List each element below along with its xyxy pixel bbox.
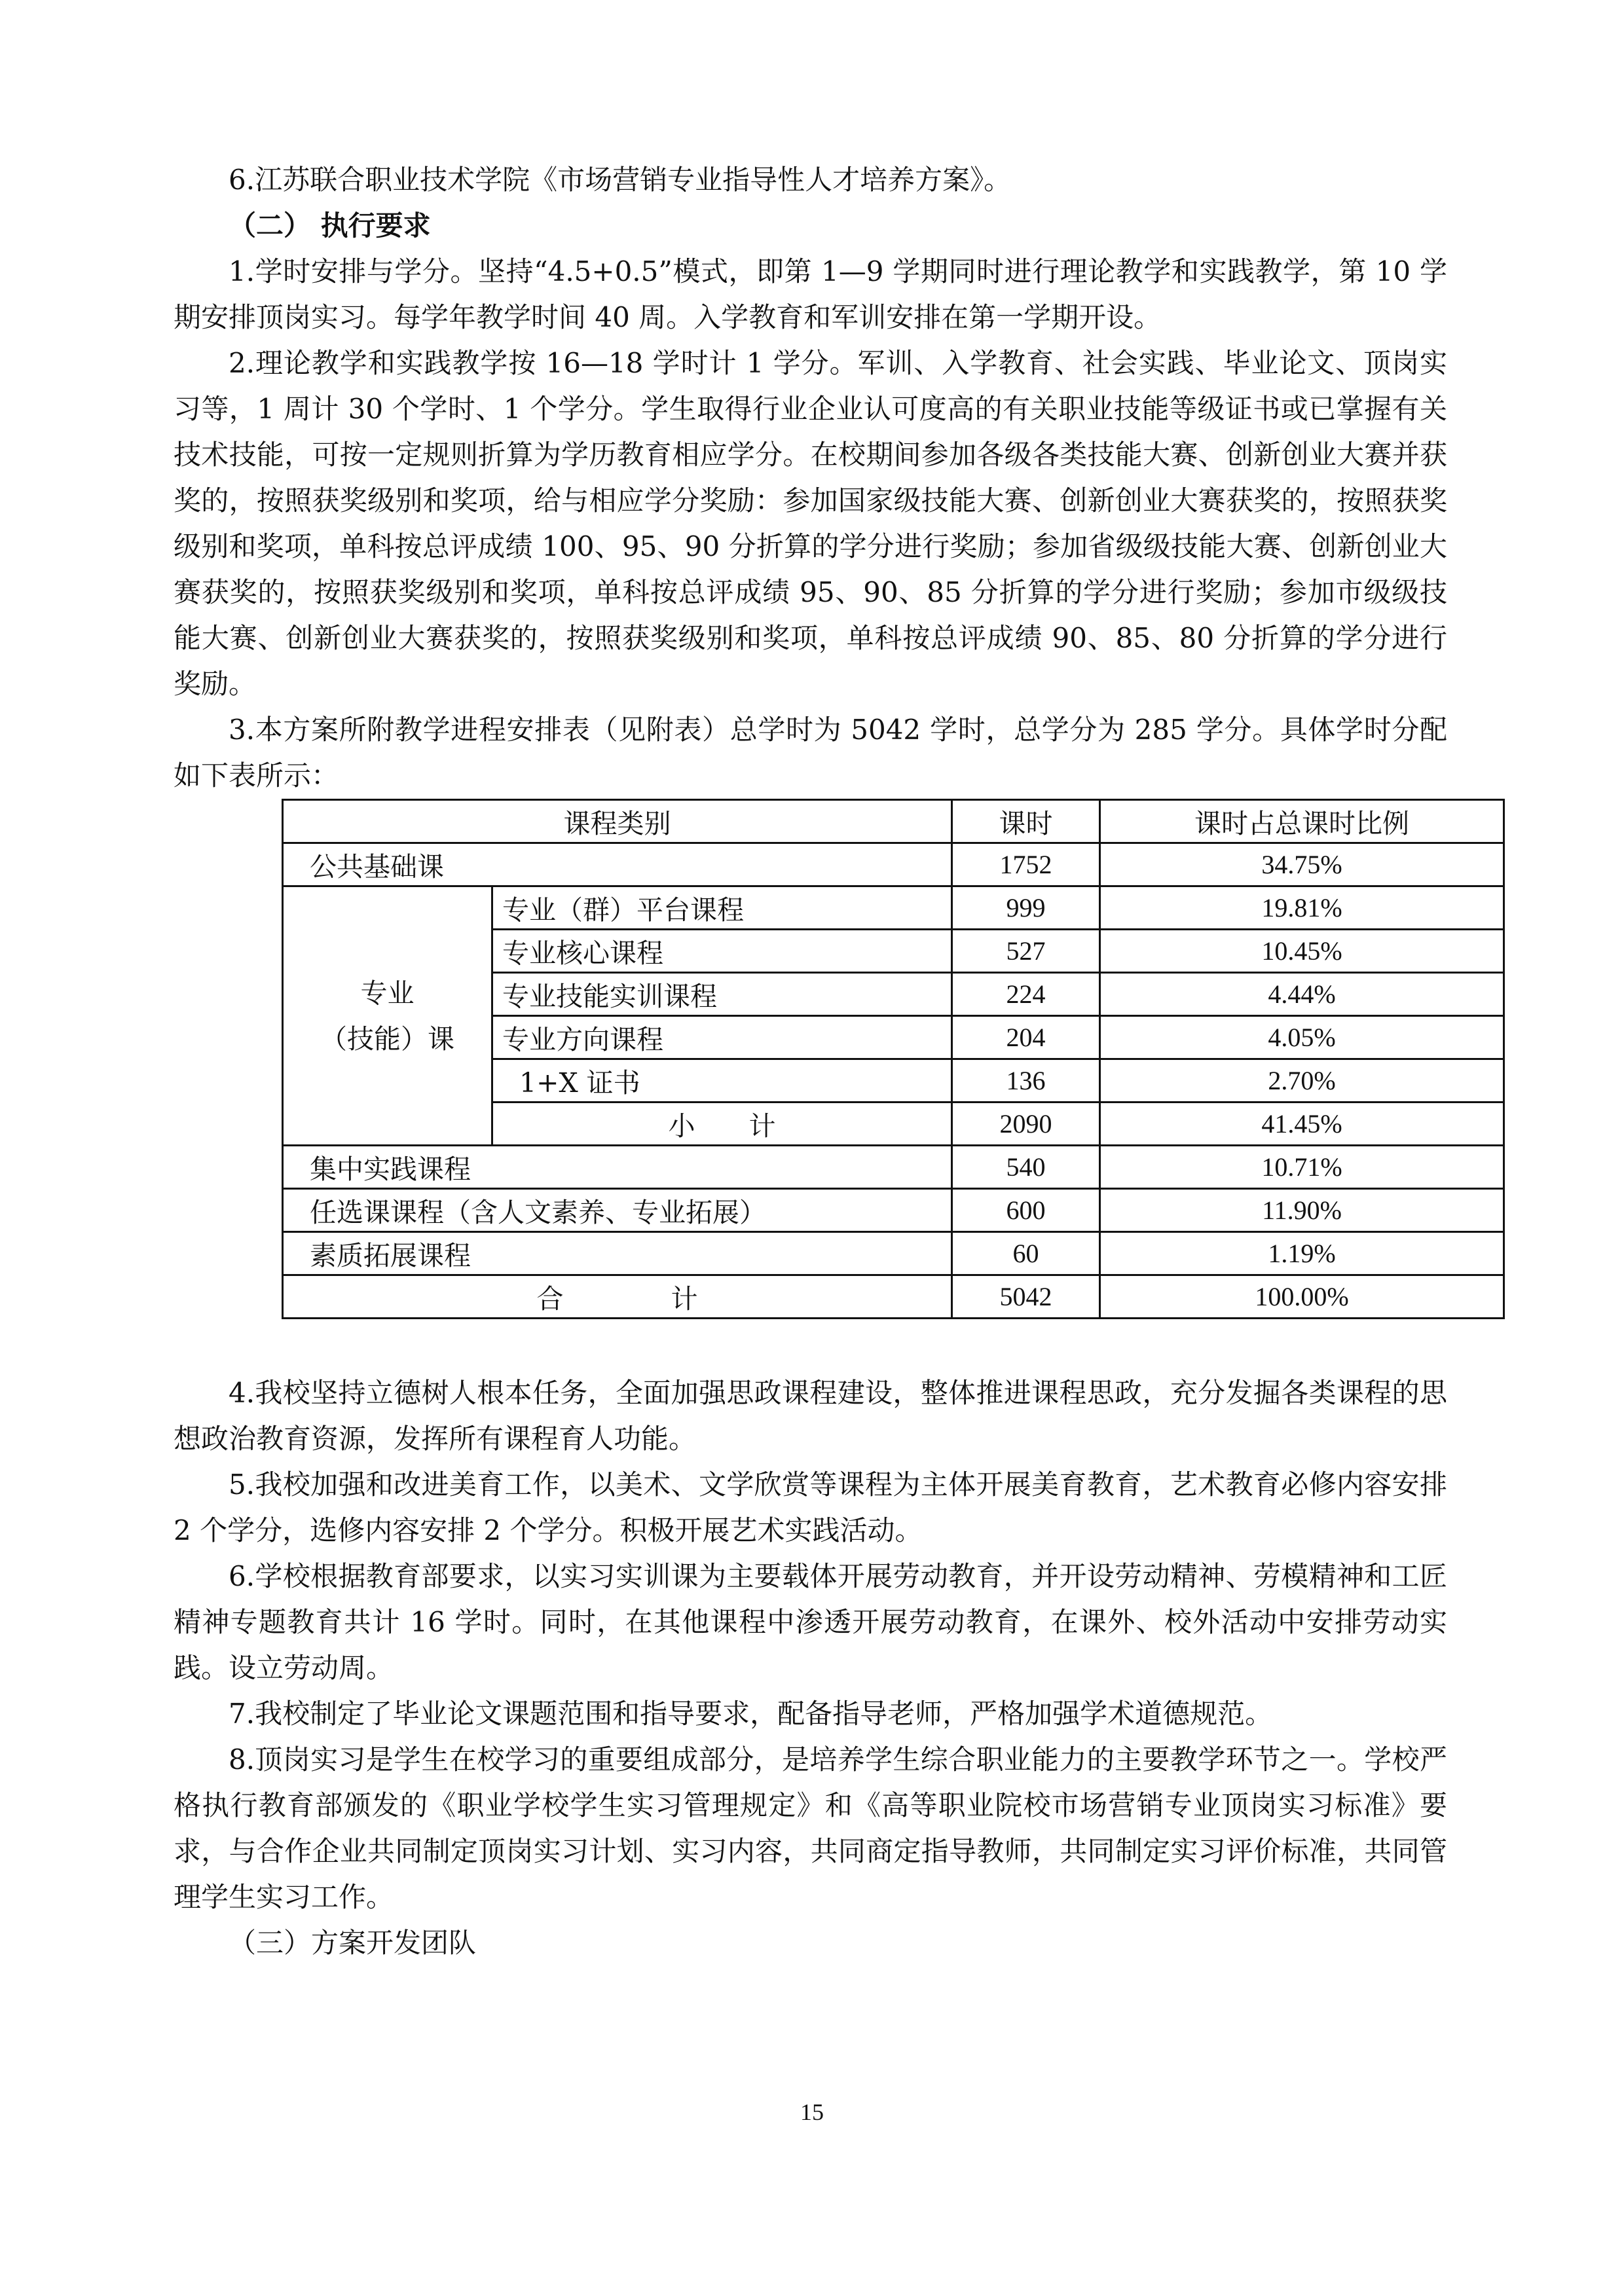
table-total-row <box>283 1275 1504 1319</box>
row-hours: 527 <box>952 930 1100 973</box>
row-label: 1+X 证书 <box>492 1059 952 1102</box>
row-hours: 224 <box>952 973 1100 1016</box>
row-label: 专业（群）平台课程 <box>492 886 952 930</box>
paragraph-req-6: 6.学校根据教育部要求，以实习实训课为主要载体开展劳动教育，并开设劳动精神、劳模精神和工匠精神专题教育共计 16 学时。同时，在其他课程中渗透开展劳动教育，在课外、校外活动中安排劳动实践。设立劳动周。 <box>174 1560 1447 1684</box>
paragraph-req-7: 7.我校制定了毕业论文课题范围和指导要求，配备指导老师，严格加强学术道德规范。 <box>229 1698 1273 1730</box>
row-ratio: 19.81% <box>1100 886 1504 930</box>
row-hours: 540 <box>952 1146 1100 1189</box>
table-row <box>283 1189 1504 1232</box>
row-hours: 136 <box>952 1059 1100 1102</box>
row-hours: 600 <box>952 1189 1100 1232</box>
section-heading-dev-team: （三）方案开发团队 <box>229 1927 477 1959</box>
section-heading-execution-requirements: （二） 执行要求 <box>229 210 431 242</box>
paragraph-req-8: 8.顶岗实习是学生在校学习的重要组成部分，是培养学生综合职业能力的主要教学环节之一。学校严格执行教育部颁发的《职业学校学生实习管理规定》和《高等职业院校市场营销专业顶岗实习标准》要求，与合作企业共同制定顶岗实习计划、实习内容，共同商定指导教师，共同制定实习评价标准，共同管理学生实习工作。 <box>174 1743 1447 1913</box>
row-ratio: 2.70% <box>1100 1059 1504 1102</box>
subtotal-ratio: 41.45% <box>1100 1102 1504 1146</box>
table-header-row <box>283 800 1504 843</box>
row-label: 公共基础课 <box>283 843 952 886</box>
header-hours: 课时 <box>952 800 1100 843</box>
row-hours: 1752 <box>952 843 1100 886</box>
header-ratio: 课时占总课时比例 <box>1100 800 1504 843</box>
row-ratio: 4.44% <box>1100 973 1504 1016</box>
row-label: 专业核心课程 <box>492 930 952 973</box>
row-ratio: 10.45% <box>1100 930 1504 973</box>
after-table-section <box>174 1370 1447 1966</box>
row-ratio: 1.19% <box>1100 1232 1504 1275</box>
course-hours-table-wrapper <box>282 799 1503 1319</box>
subtotal-hours: 2090 <box>952 1102 1100 1146</box>
paragraph-req-3: 3.本方案所附教学进程安排表（见附表）总学时为 5042 学时，总学分为 285 学分。具体学时分配如下表所示： <box>174 714 1447 792</box>
table-row <box>283 886 1504 930</box>
row-hours: 204 <box>952 1016 1100 1059</box>
row-hours: 60 <box>952 1232 1100 1275</box>
paragraph-req-5: 5.我校加强和改进美育工作，以美术、文学欣赏等课程为主体开展美育教育，艺术教育必修内容安排 2 个学分，选修内容安排 2 个学分。积极开展艺术实践活动。 <box>174 1468 1447 1546</box>
row-label: 素质拓展课程 <box>283 1232 952 1275</box>
paragraph-req-1: 1.学时安排与学分。坚持“4.5+0.5”模式，即第 1—9 学期同时进行理论教学和实践教学，第 10 学期安排顶岗实习。每学年教学时间 40 周。入学教育和军训安排在第一学期开设。 <box>174 255 1447 333</box>
row-ratio: 4.05% <box>1100 1016 1504 1059</box>
row-label: 任选课课程（含人文素养、专业拓展） <box>283 1189 952 1232</box>
row-label: 专业技能实训课程 <box>492 973 952 1016</box>
paragraph-source-6: 6.江苏联合职业技术学院《市场营销专业指导性人才培养方案》。 <box>229 164 1012 196</box>
row-ratio: 11.90% <box>1100 1189 1504 1232</box>
row-label: 集中实践课程 <box>283 1146 952 1189</box>
paragraph-req-2: 2.理论教学和实践教学按 16—18 学时计 1 学分。军训、入学教育、社会实践、毕业论文、顶岗实习等，1 周计 30 个学时、1 个学分。学生取得行业企业认可度高的有关职业技能等级证书或已掌握有关技术技能，可按一定规则折算为学历教育相应学分。在校期间参加各级各类技能大赛、创新创业大赛并获奖的，按照获奖级别和奖项，给与相应学分奖励：参加国家级技能大赛、创新创业大赛获奖的，按照获奖级别和奖项，单科按总评成绩 100、95、90 分折算的学分进行奖励；参加省级级技能大赛、创新创业大赛获奖的，按照获奖级别和奖项，单科按总评成绩 95、90、85 分折算的学分进行奖励；参加市级级技能大赛、创新创业大赛获奖的，按照获奖级别和奖项，单科按总评成绩 90、85、80 分折算的学分进行奖励。 <box>174 347 1447 700</box>
professional-group-cell <box>283 886 492 1146</box>
table-row <box>283 1232 1504 1275</box>
professional-group-line2: （技能）课 <box>320 1023 454 1055</box>
row-ratio: 10.71% <box>1100 1146 1504 1189</box>
row-label: 专业方向课程 <box>492 1016 952 1059</box>
table-row <box>283 1146 1504 1189</box>
total-ratio: 100.00% <box>1100 1275 1504 1319</box>
course-hours-table <box>282 799 1505 1319</box>
subtotal-label: 小 计 <box>492 1102 952 1146</box>
paragraph-req-4: 4.我校坚持立德树人根本任务，全面加强思政课程建设，整体推进课程思政，充分发掘各类课程的思想政治教育资源，发挥所有课程育人功能。 <box>174 1377 1447 1455</box>
document-body <box>174 157 1447 1966</box>
row-hours: 999 <box>952 886 1100 930</box>
page-number: 15 <box>800 2099 824 2125</box>
row-ratio: 34.75% <box>1100 843 1504 886</box>
header-category: 课程类别 <box>283 800 952 843</box>
total-label: 合 计 <box>283 1275 952 1319</box>
total-hours: 5042 <box>952 1275 1100 1319</box>
table-row <box>283 843 1504 886</box>
professional-group-line1: 专业 <box>360 977 415 1009</box>
